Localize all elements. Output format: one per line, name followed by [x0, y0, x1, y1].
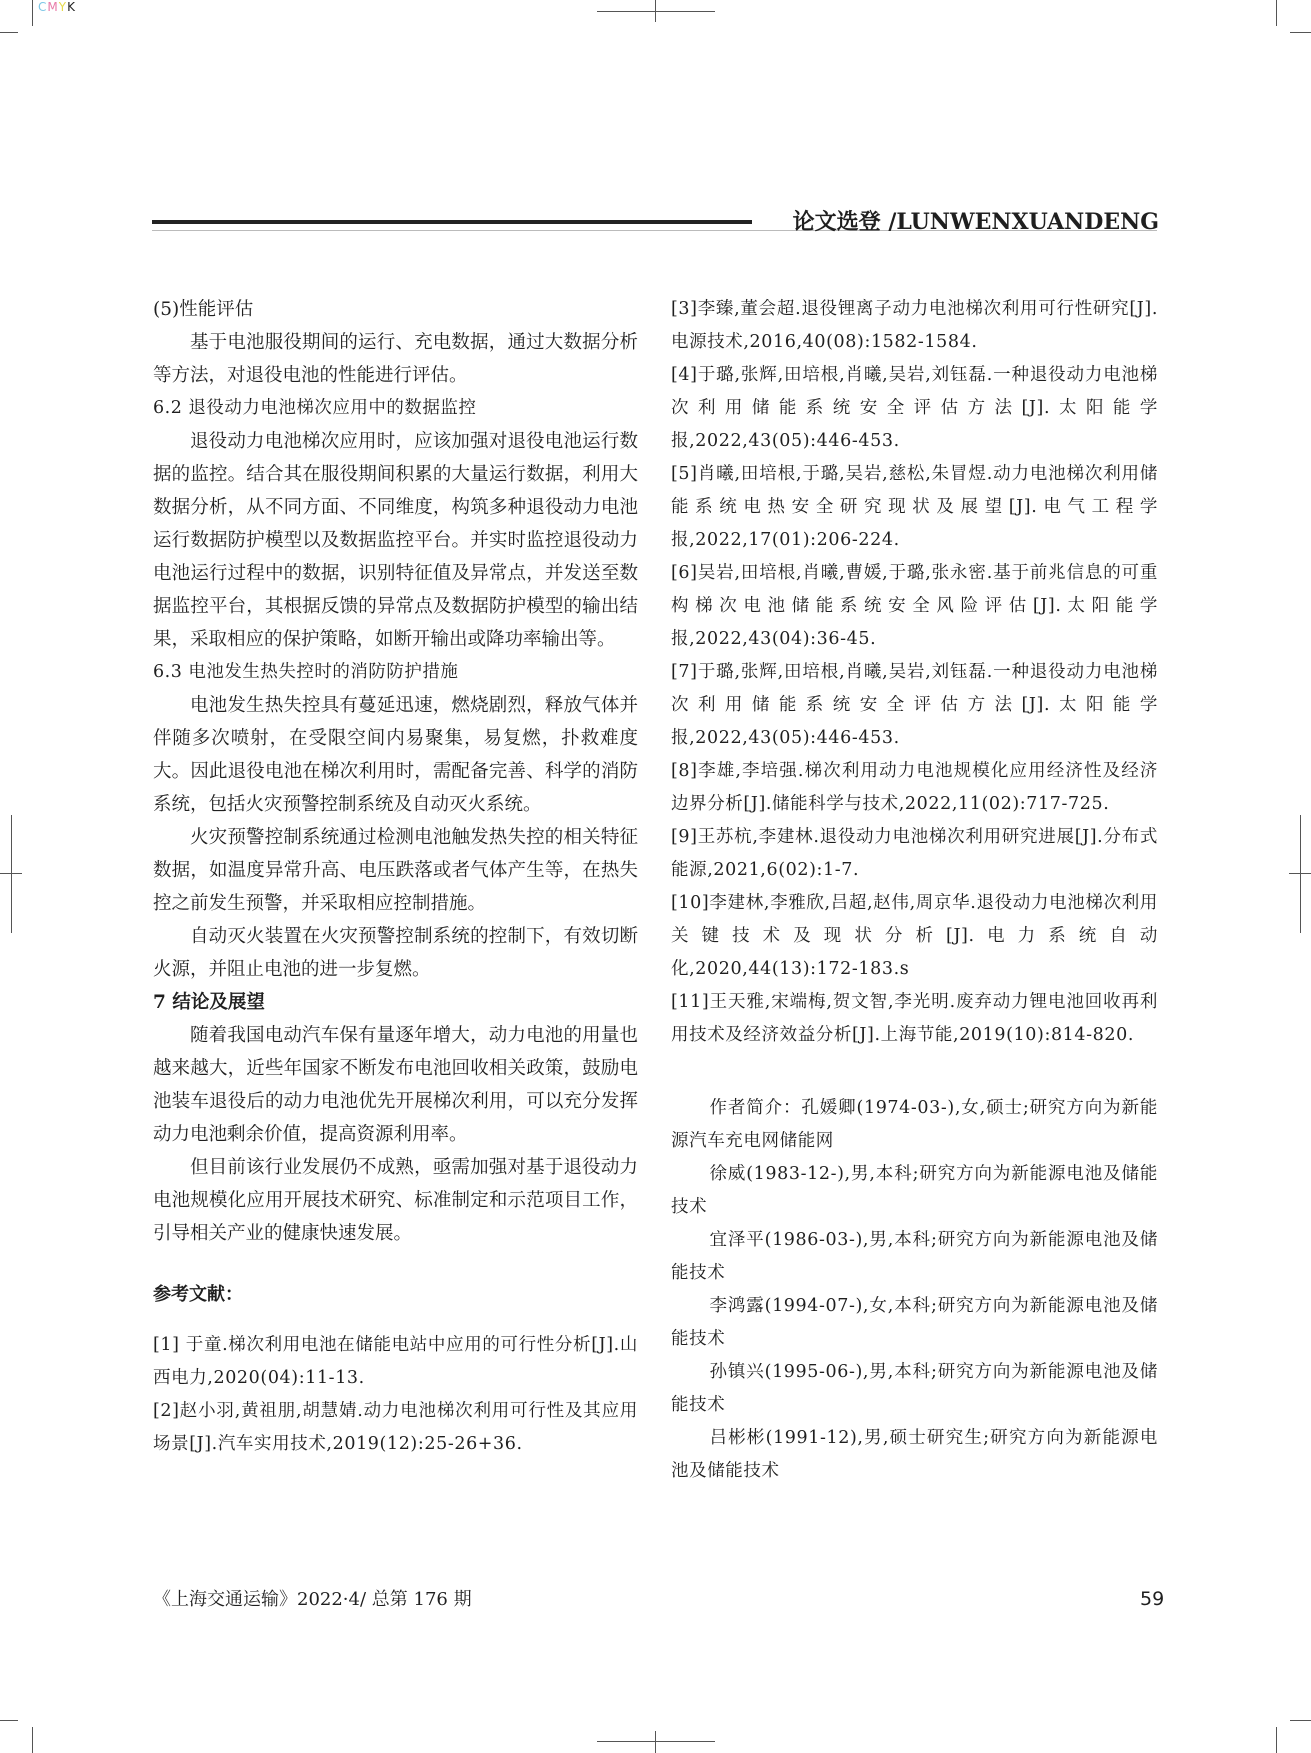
- crop-mark-top-left-h: [0, 32, 18, 33]
- journal-footer: 《上海交通运输》2022·4/ 总第 176 期: [153, 1589, 472, 1610]
- paragraph: 基于电池服役期间的运行、充电数据，通过大数据分析等方法，对退役电池的性能进行评估。: [153, 332, 638, 386]
- crop-mark-bottom-center-h: [597, 1741, 715, 1742]
- crop-mark-right-middle-h: [1289, 873, 1311, 874]
- section-heading-6-2: 6.2 退役动力电池梯次应用中的数据监控: [153, 398, 477, 418]
- reference-item: [11]王天雅,宋端梅,贺文智,李光明.废弃动力锂电池回收再利用技术及经济效益分析[J].上海节能,2019(10):814-820.: [671, 992, 1158, 1045]
- section-header: [793, 205, 1159, 236]
- author-bio: 孙镇兴(1995-06-),男,本科;研究方向为新能源电池及储能技术: [671, 1362, 1158, 1415]
- crop-mark-bottom-center-v: [655, 1731, 656, 1753]
- crop-mark-left-middle-v: [11, 815, 12, 933]
- cmyk-color-bar: [38, 0, 76, 14]
- reference-item: [10]李建林,李雅欣,吕超,赵伟,周京华.退役动力电池梯次利用关键技术及现状分析[J].电力系统自动化,2020,44(13):172-183.s: [671, 893, 1158, 979]
- paragraph: 随着我国电动汽车保有量逐年增大，动力电池的用量也越来越大，近些年国家不断发布电池回收相关政策，鼓励电池装车退役后的动力电池优先开展梯次利用，可以充分发挥动力电池剩余价值，提高资源利用率。: [153, 1025, 638, 1145]
- author-bio: 吕彬彬(1991-12),男,硕士研究生;研究方向为新能源电池及储能技术: [671, 1428, 1158, 1481]
- cmyk-c: C: [38, 0, 48, 14]
- author-bios: [671, 1092, 1158, 1488]
- paragraph: 火灾预警控制系统通过检测电池触发热失控的相关特征数据，如温度异常升高、电压跌落或者气体产生等，在热失控之前发生预警，并采取相应控制措施。: [153, 827, 638, 914]
- crop-mark-top-right-h: [1290, 32, 1311, 33]
- section-header-cn: 论文选登: [792, 209, 881, 235]
- reference-item: [2]赵小羽,黄祖朋,胡慧婧.动力电池梯次利用可行性及其应用场景[J].汽车实用技术,2019(12):25-26+36.: [153, 1401, 638, 1454]
- paragraph: 自动灭火装置在火灾预警控制系统的控制下，有效切断火源，并阻止电池的进一步复燃。: [153, 926, 638, 980]
- crop-mark-right-middle-v: [1300, 815, 1301, 933]
- reference-item: [4]于璐,张辉,田培根,肖曦,吴岩,刘钰磊.一种退役动力电池梯次利用储能系统安全评估方法[J].太阳能学报,2022,43(05):446-453.: [671, 365, 1158, 451]
- crop-mark-top-left-v: [32, 0, 33, 26]
- reference-item: [5]肖曦,田培根,于璐,吴岩,慈松,朱冒煜.动力电池梯次利用储能系统电热安全研究现状及展望[J].电气工程学报,2022,17(01):206-224.: [671, 464, 1158, 550]
- left-column: [153, 293, 638, 1461]
- crop-mark-bottom-left-v: [32, 1727, 33, 1753]
- reference-item: [8]李雄,李培强.梯次利用动力电池规模化应用经济性及经济边界分析[J].储能科学与技术,2022,11(02):717-725.: [671, 761, 1158, 814]
- header-rule: [152, 220, 752, 224]
- section-heading-7: 7 结论及展望: [153, 992, 265, 1013]
- paragraph: 但目前该行业发展仍不成熟，亟需加强对基于退役动力电池规模化应用开展技术研究、标准制定和示范项目工作，引导相关产业的健康快速发展。: [153, 1157, 638, 1244]
- author-bio: 作者简介：孔媛卿(1974-03-),女,硕士;研究方向为新能源汽车充电网储能网: [671, 1098, 1158, 1151]
- section-header-en: /LUNWENXUANDENG: [888, 209, 1159, 235]
- author-bio: 李鸿露(1994-07-),女,本科;研究方向为新能源电池及储能技术: [671, 1296, 1158, 1349]
- crop-mark-bottom-left-h: [0, 1720, 18, 1721]
- cmyk-m: M: [47, 0, 59, 14]
- reference-item: [6]吴岩,田培根,肖曦,曹媛,于璐,张永密.基于前兆信息的可重构梯次电池储能系统安全风险评估[J].太阳能学报,2022,43(04):36-45.: [671, 563, 1158, 649]
- reference-item: [1] 于童.梯次利用电池在储能电站中应用的可行性分析[J].山西电力,2020(04):11-13.: [153, 1335, 638, 1388]
- reference-item: [9]王苏杭,李建林.退役动力电池梯次利用研究进展[J].分布式能源,2021,6(02):1-7.: [671, 827, 1158, 880]
- crop-mark-bottom-right-v: [1276, 1727, 1277, 1753]
- author-bio: 徐威(1983-12-),男,本科;研究方向为新能源电池及储能技术: [671, 1164, 1158, 1217]
- subheading-performance: (5)性能评估: [153, 299, 254, 320]
- paragraph: 电池发生热失控具有蔓延迅速，燃烧剧烈，释放气体并伴随多次喷射，在受限空间内易聚集，易复燃，扑救难度大。因此退役电池在梯次利用时，需配备完善、科学的消防系统，包括火灾预警控制系统及自动灭火系统。: [153, 695, 638, 815]
- crop-mark-left-middle-h: [0, 873, 22, 874]
- crop-mark-top-center-v: [655, 0, 656, 22]
- page-number: 59: [1140, 1588, 1165, 1610]
- cmyk-y: Y: [58, 0, 68, 14]
- crop-mark-top-center-h: [597, 11, 715, 12]
- reference-item: [3]李臻,董会超.退役锂离子动力电池梯次利用可行性研究[J].电源技术,2016,40(08):1582-1584.: [671, 299, 1158, 352]
- crop-mark-bottom-right-h: [1290, 1720, 1311, 1721]
- reference-item: [7]于璐,张辉,田培根,肖曦,吴岩,刘钰磊.一种退役动力电池梯次利用储能系统安全评估方法[J].太阳能学报,2022,43(05):446-453.: [671, 662, 1158, 748]
- right-column: [671, 293, 1158, 1488]
- section-heading-6-3: 6.3 电池发生热失控时的消防防护措施: [153, 662, 459, 682]
- crop-mark-top-right-v: [1276, 0, 1277, 26]
- cmyk-k: K: [67, 0, 76, 14]
- references-heading: 参考文献：: [153, 1284, 243, 1305]
- author-bio: 宜泽平(1986-03-),男,本科;研究方向为新能源电池及储能技术: [671, 1230, 1158, 1283]
- paragraph: 退役动力电池梯次应用时，应该加强对退役电池运行数据的监控。结合其在服役期间积累的大量运行数据，利用大数据分析，从不同方面、不同维度，构筑多种退役动力电池运行数据防护模型以及数据监控平台。并实时监控退役动力电池运行过程中的数据，识别特征值及异常点，并发送至数据监控平台，其根据反馈的异常点及数据防护模型的输出结果，采取相应的保护策略，如断开输出或降功率输出等。: [153, 431, 638, 650]
